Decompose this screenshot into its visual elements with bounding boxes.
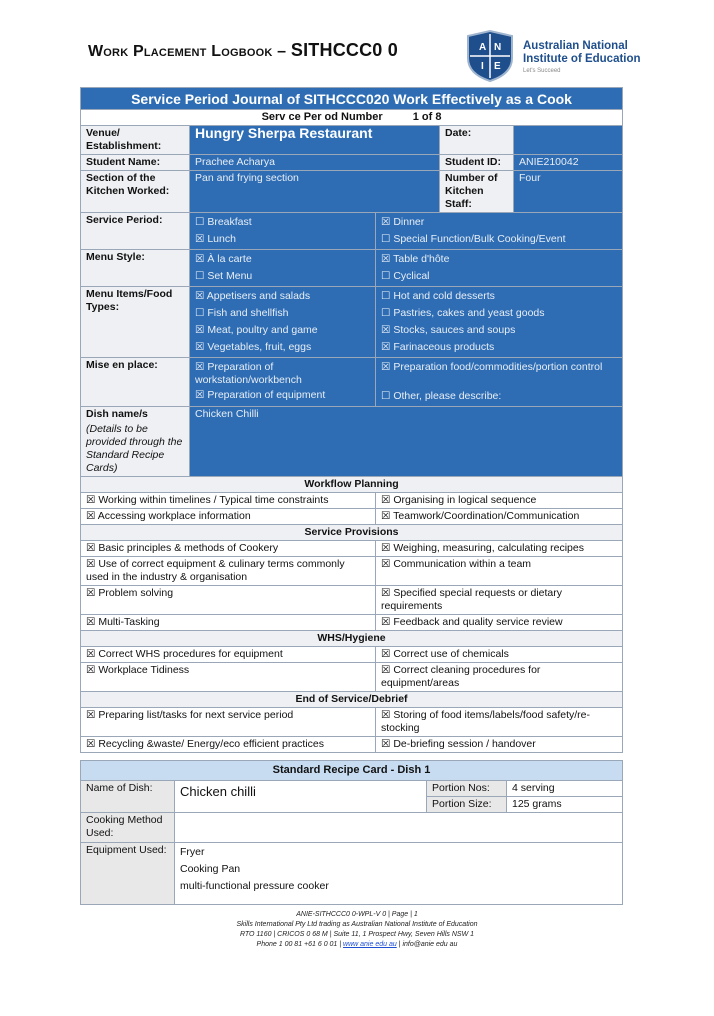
section-title-debrief: End of Service/Debrief — [81, 692, 623, 708]
dish-name-label: Name of Dish: — [81, 781, 175, 813]
anie-logo — [462, 28, 642, 84]
section-title-whs: WHS/Hygiene — [81, 631, 623, 647]
checkbox-cyclical[interactable]: ☐ Cyclical — [381, 270, 430, 282]
logo-line-2: Institute of Education — [523, 53, 641, 65]
student-id-label: Student ID: — [440, 155, 514, 171]
equipment-list[interactable] — [175, 843, 623, 905]
section-label: Section of the Kitchen Worked: — [81, 171, 190, 213]
equipment-item: Cooking Pan — [180, 863, 241, 875]
student-name-value[interactable]: Prachee Acharya — [190, 155, 440, 171]
check-item[interactable]: ☒ Correct WHS procedures for equipment — [81, 647, 376, 663]
svg-text:N: N — [494, 42, 502, 53]
service-period-label: Service Period: — [81, 213, 190, 250]
check-item[interactable]: ☒ Specified special requests or dietary requirements — [376, 586, 623, 615]
svg-text:E: E — [494, 61, 501, 72]
service-period-journal — [80, 87, 623, 753]
checkbox-appetisers[interactable]: ☒ Appetisers and salads — [195, 290, 311, 302]
logo-name — [523, 40, 641, 66]
checkbox-special-function[interactable]: ☐ Special Function/Bulk Cooking/Event — [381, 233, 566, 245]
cooking-method-value[interactable] — [175, 813, 623, 843]
staff-label: Number of Kitchen Staff: — [440, 171, 514, 213]
recipe-title: Standard Recipe Card - Dish 1 — [81, 761, 623, 781]
student-id-value[interactable]: ANIE210042 — [514, 155, 623, 171]
check-item[interactable]: ☒ Correct use of chemicals — [376, 647, 623, 663]
checkbox-prep-workstation[interactable]: ☒ Preparation of workstation/workbench — [195, 361, 302, 386]
equipment-item: multi-functional pressure cooker — [180, 880, 329, 892]
check-item[interactable]: ☒ Feedback and quality service review — [376, 615, 623, 631]
anie-shield-icon — [462, 28, 518, 84]
svg-text:A: A — [479, 42, 487, 53]
portion-nos-value[interactable]: 4 serving — [507, 781, 623, 797]
section-value[interactable]: Pan and frying section — [190, 171, 440, 213]
staff-value[interactable]: Four — [514, 171, 623, 213]
venue-value[interactable]: Hungry Sherpa Restaurant — [190, 126, 440, 155]
footer-doc-id: ANIE-SITHCCC0 0-WPL-V 0 | Page | 1 — [296, 911, 418, 918]
portion-size-label: Portion Size: — [427, 797, 507, 813]
footer-website-link[interactable]: www anie edu au — [343, 941, 397, 948]
dish-name-value[interactable]: Chicken chilli — [175, 781, 427, 813]
checkbox-other[interactable]: ☐ Other, please describe: — [381, 390, 502, 402]
footer-company: Skills International Pty Ltd trading as Australian National Institute of Education — [236, 921, 478, 928]
period-value: 1 of 8 — [412, 111, 442, 123]
check-item[interactable]: ☒ Workplace Tidiness — [81, 663, 376, 692]
mise-label: Mise en place: — [81, 358, 190, 407]
check-item[interactable]: ☒ Working within timelines / Typical time constraints — [81, 493, 376, 509]
dish-label-cell — [81, 407, 190, 477]
footer-email: | info@anie edu au — [396, 941, 458, 948]
checkbox-prep-equipment[interactable]: ☒ Preparation of equipment — [195, 389, 326, 401]
check-item[interactable]: ☒ Organising in logical sequence — [376, 493, 623, 509]
page-title-code: SITHCCC0 0 — [290, 40, 398, 60]
portion-size-value[interactable]: 125 grams — [507, 797, 623, 813]
dish-note: (Details to be provided through the Standard Recipe Cards) — [86, 423, 183, 474]
footer-phone: Phone 1 00 81 +61 6 0 01 | — [256, 941, 344, 948]
svg-text:I: I — [481, 61, 484, 72]
section-title-service: Service Provisions — [81, 525, 623, 541]
checkbox-table-dhote[interactable]: ☒ Table d'hôte — [381, 253, 450, 265]
check-item[interactable]: ☒ Teamwork/Coordination/Communication — [376, 509, 623, 525]
date-value[interactable] — [514, 126, 623, 155]
checkbox-farinaceous[interactable]: ☒ Farinaceous products — [381, 341, 495, 353]
footer-rto: RTO 1160 | CRICOS 0 68 M | Suite 11, 1 Prospect Hwy, Seven Hills NSW 1 — [239, 931, 475, 938]
check-item[interactable]: ☒ Accessing workplace information — [81, 509, 376, 525]
date-label: Date: — [440, 126, 514, 155]
checkbox-set-menu[interactable]: ☐ Set Menu — [195, 270, 253, 282]
check-item[interactable]: ☒ Multi-Tasking — [81, 615, 376, 631]
portion-nos-label: Portion Nos: — [427, 781, 507, 797]
checkbox-a-la-carte[interactable]: ☒ À la carte — [195, 253, 252, 265]
checkbox-fish[interactable]: ☐ Fish and shellfish — [195, 307, 289, 319]
checkbox-lunch[interactable]: ☒ Lunch — [195, 233, 236, 245]
checkbox-dinner[interactable]: ☒ Dinner — [381, 216, 425, 228]
equipment-label: Equipment Used: — [81, 843, 175, 905]
standard-recipe-card — [80, 760, 623, 905]
checkbox-prep-food[interactable]: ☒ Preparation food/commodities/portion control — [381, 361, 603, 373]
logo-tagline: Let's Succeed — [523, 68, 561, 74]
period-label: Serv ce Per od Number — [261, 111, 383, 123]
equipment-item: Fryer — [180, 846, 205, 858]
page-title-text: Work Placement Logbook – — [88, 43, 291, 60]
checkbox-meat[interactable]: ☒ Meat, poultry and game — [195, 324, 318, 336]
dish-label: Dish name/s — [86, 408, 148, 420]
menu-style-label: Menu Style: — [81, 250, 190, 287]
check-item[interactable]: ☒ Weighing, measuring, calculating recipes — [376, 541, 623, 557]
check-item[interactable]: ☒ Communication within a team — [376, 557, 623, 586]
footer-contact — [0, 940, 714, 950]
checkbox-vegetables[interactable]: ☒ Vegetables, fruit, eggs — [195, 341, 312, 353]
footer — [0, 910, 714, 950]
checkbox-breakfast[interactable]: ☐ Breakfast — [195, 216, 252, 228]
check-item[interactable]: ☒ Basic principles & methods of Cookery — [81, 541, 376, 557]
section-title-workflow: Workflow Planning — [81, 477, 623, 493]
service-period-number — [81, 110, 623, 126]
check-item[interactable]: ☒ Problem solving — [81, 586, 376, 615]
check-item[interactable]: ☒ Correct cleaning procedures for equipment/areas — [376, 663, 623, 692]
checkbox-pastries[interactable]: ☐ Pastries, cakes and yeast goods — [381, 307, 545, 319]
checkbox-desserts[interactable]: ☐ Hot and cold desserts — [381, 290, 495, 302]
check-item[interactable]: ☒ Storing of food items/labels/food safety/re-stocking — [376, 708, 623, 737]
menu-items-label: Menu Items/Food Types: — [81, 287, 190, 358]
cooking-method-label: Cooking Method Used: — [81, 813, 175, 843]
venue-label: Venue/ Establishment: — [81, 126, 190, 155]
check-item[interactable]: ☒ Preparing list/tasks for next service period — [81, 708, 376, 737]
checkbox-stocks[interactable]: ☒ Stocks, sauces and soups — [381, 324, 516, 336]
check-item[interactable]: ☒ Recycling &waste/ Energy/eco efficient practices — [81, 737, 376, 753]
logo-line-1: Australian National — [523, 40, 628, 52]
journal-title: Service Period Journal of SITHCCC020 Work Effectively as a Cook — [81, 88, 623, 110]
student-name-label: Student Name: — [81, 155, 190, 171]
check-item[interactable]: ☒ Use of correct equipment & culinary terms commonly used in the industry & organisation — [81, 557, 376, 586]
check-item[interactable]: ☒ De-briefing session / handover — [376, 737, 623, 753]
dish-value[interactable]: Chicken Chilli — [190, 407, 623, 477]
page-title — [88, 40, 398, 61]
